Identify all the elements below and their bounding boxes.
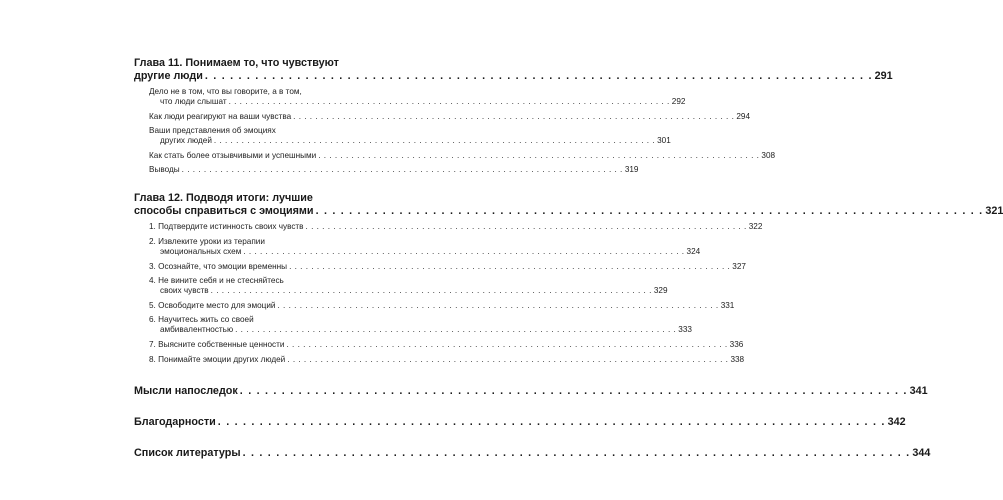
- toc-entry[interactable]: [149, 150, 776, 161]
- bibliography-entry[interactable]: [134, 446, 931, 460]
- toc-entry[interactable]: [149, 126, 671, 146]
- page-number: 327: [732, 261, 746, 271]
- chapter-12: [134, 192, 1003, 218]
- dot-leader: . . . . . . . . . . . . . . . . . . . . . . . . . . . . . . . . . . . . . . . . . . . . . . . . . . . . . . . . . . . . . . . . . . . . . . . . . . . . . . . .: [243, 246, 685, 256]
- chapter-title-line: способы справиться с эмоциями: [134, 205, 314, 218]
- chapter-12-sections: [149, 222, 763, 364]
- entry-title-line: 2. Извлеките уроки из терапии: [149, 236, 265, 246]
- page-number: 291: [874, 70, 893, 82]
- entry-title-line: Выводы: [149, 165, 180, 175]
- toc-entry[interactable]: [149, 87, 686, 107]
- dot-leader: . . . . . . . . . . . . . . . . . . . . . . . . . . . . . . . . . . . . . . . . . . . . . . . . . . . . . . . . . . . . . . . . . . . . . . . . . . . . . . . .: [293, 111, 735, 121]
- toc-entry[interactable]: [149, 111, 751, 122]
- page-number: 321: [985, 205, 1003, 218]
- entry-title-line: 3. Осознайте, что эмоции временны: [149, 261, 288, 271]
- dot-leader: . . . . . . . . . . . . . . . . . . . . . . . . . . . . . . . . . . . . . . . . . . . . . . . . . . . . . . . . . . . . . . . . . . . . . . . . . . . . . . . .: [315, 205, 984, 218]
- toc-entry[interactable]: [149, 276, 668, 296]
- page-number: 336: [729, 339, 744, 349]
- entry-title-line: амбивалентностью: [160, 325, 234, 335]
- toc-entry[interactable]: [149, 339, 744, 350]
- dot-leader: . . . . . . . . . . . . . . . . . . . . . . . . . . . . . . . . . . . . . . . . . . . . . . . . . . . . . . . . . . . . . . . . . . . . . . . . . . . . . . . .: [239, 384, 908, 397]
- entry-title-line: что люди слышат: [160, 97, 227, 106]
- entry-title-line: 6. Научитесь жить со своей: [149, 315, 254, 325]
- chapter-entry-row[interactable]: [134, 70, 893, 83]
- dot-leader: . . . . . . . . . . . . . . . . . . . . . . . . . . . . . . . . . . . . . . . . . . . . . . . . . . . . . . . . . . . . . . . . . . . . . . . . . . . . . . . .: [210, 286, 652, 296]
- dot-leader: . . . . . . . . . . . . . . . . . . . . . . . . . . . . . . . . . . . . . . . . . . . . . . . . . . . . . . . . . . . . . . . . . . . . . . . . . . . . . . . .: [213, 136, 656, 146]
- toc-entry[interactable]: [149, 165, 639, 175]
- toc-entry[interactable]: [149, 222, 763, 232]
- dot-leader: . . . . . . . . . . . . . . . . . . . . . . . . . . . . . . . . . . . . . . . . . . . . . . . . . . . . . . . . . . . . . . . . . . . . . . . . . . . . . . . .: [286, 339, 728, 349]
- dot-leader: . . . . . . . . . . . . . . . . . . . . . . . . . . . . . . . . . . . . . . . . . . . . . . . . . . . . . . . . . . . . . . . . . . . . . . . . . . . . . . . .: [217, 415, 886, 428]
- page-number: 331: [720, 300, 735, 310]
- dot-leader: . . . . . . . . . . . . . . . . . . . . . . . . . . . . . . . . . . . . . . . . . . . . . . . . . . . . . . . . . . . . . . . . . . . . . . . . . . . . . . . .: [287, 354, 729, 364]
- chapter-title-line: Глава 12. Подводя итоги: лучшие: [134, 192, 313, 205]
- page-number: 341: [909, 384, 928, 397]
- table-of-contents: [134, 57, 1003, 460]
- dot-leader: . . . . . . . . . . . . . . . . . . . . . . . . . . . . . . . . . . . . . . . . . . . . . . . . . . . . . . . . . . . . . . . . . . . . . . . . . . . . . . . .: [204, 70, 873, 82]
- toc-entry[interactable]: [149, 236, 701, 257]
- page-number: 333: [678, 325, 692, 335]
- entry-title-line: Дело не в том, что вы говорите, а в том,: [149, 87, 302, 96]
- entry-title-line: 7. Выясните собственные ценности: [149, 339, 285, 349]
- acknowledgements-entry[interactable]: [134, 415, 906, 429]
- page-number: 322: [748, 222, 763, 232]
- dot-leader: . . . . . . . . . . . . . . . . . . . . . . . . . . . . . . . . . . . . . . . . . . . . . . . . . . . . . . . . . . . . . . . . . . . . . . . . . . . . . . . .: [242, 446, 911, 459]
- section-title: Список литературы: [134, 446, 241, 459]
- entry-title-line: 8. Понимайте эмоции других людей: [149, 354, 286, 364]
- final-thoughts-entry[interactable]: [134, 384, 928, 398]
- page-number: 319: [624, 165, 639, 175]
- page-number: 329: [653, 286, 668, 296]
- page-number: 294: [736, 111, 751, 121]
- dot-leader: . . . . . . . . . . . . . . . . . . . . . . . . . . . . . . . . . . . . . . . . . . . . . . . . . . . . . . . . . . . . . . . . . . . . . . . . . . . . . . . .: [181, 165, 623, 175]
- page-number: 324: [686, 246, 701, 256]
- entry-title-line: своих чувств: [160, 286, 209, 296]
- dot-leader: . . . . . . . . . . . . . . . . . . . . . . . . . . . . . . . . . . . . . . . . . . . . . . . . . . . . . . . . . . . . . . . . . . . . . . . . . . . . . . . .: [318, 150, 760, 160]
- toc-entry[interactable]: [149, 315, 692, 335]
- entry-title-line: Ваши представления об эмоциях: [149, 126, 276, 136]
- entry-title-line: 4. Не вините себя и не стесняйтесь: [149, 276, 284, 286]
- section-title: Мысли напоследок: [134, 384, 238, 397]
- section-title: Благодарности: [134, 415, 216, 428]
- toc-entry[interactable]: [149, 354, 745, 365]
- page-number: 338: [730, 354, 745, 364]
- entry-title-line: других людей: [160, 136, 212, 146]
- page-number: 342: [887, 415, 906, 428]
- page-number: 301: [657, 136, 671, 146]
- toc-entry[interactable]: [149, 261, 746, 272]
- dot-leader: . . . . . . . . . . . . . . . . . . . . . . . . . . . . . . . . . . . . . . . . . . . . . . . . . . . . . . . . . . . . . . . . . . . . . . . . . . . . . . . .: [277, 300, 719, 310]
- entry-title-line: эмоциональных схем: [160, 246, 242, 256]
- chapter-title-line: Глава 11. Понимаем то, что чувствуют: [134, 57, 339, 69]
- dot-leader: . . . . . . . . . . . . . . . . . . . . . . . . . . . . . . . . . . . . . . . . . . . . . . . . . . . . . . . . . . . . . . . . . . . . . . . . . . . . . . . .: [289, 261, 731, 271]
- page-number: 308: [761, 150, 776, 160]
- entry-title-line: 1. Подтвердите истинность своих чувств: [149, 222, 304, 232]
- chapter-11-sections: [149, 87, 776, 175]
- chapter-11: [134, 57, 893, 83]
- dot-leader: . . . . . . . . . . . . . . . . . . . . . . . . . . . . . . . . . . . . . . . . . . . . . . . . . . . . . . . . . . . . . . . . . . . . . . . . . . . . . . . .: [228, 97, 670, 106]
- chapter-title-line: другие люди: [134, 70, 203, 82]
- entry-title-line: Как люди реагируют на ваши чувства: [149, 111, 292, 121]
- page-number: 292: [671, 97, 686, 106]
- page-number: 344: [912, 446, 931, 459]
- dot-leader: . . . . . . . . . . . . . . . . . . . . . . . . . . . . . . . . . . . . . . . . . . . . . . . . . . . . . . . . . . . . . . . . . . . . . . . . . . . . . . . .: [305, 222, 747, 232]
- dot-leader: . . . . . . . . . . . . . . . . . . . . . . . . . . . . . . . . . . . . . . . . . . . . . . . . . . . . . . . . . . . . . . . . . . . . . . . . . . . . . . . .: [235, 325, 677, 335]
- entry-title-line: 5. Освободите место для эмоций: [149, 300, 276, 310]
- chapter-entry-row[interactable]: [134, 205, 1003, 218]
- toc-entry[interactable]: [149, 300, 735, 311]
- entry-title-line: Как стать более отзывчивыми и успешными: [149, 150, 317, 160]
